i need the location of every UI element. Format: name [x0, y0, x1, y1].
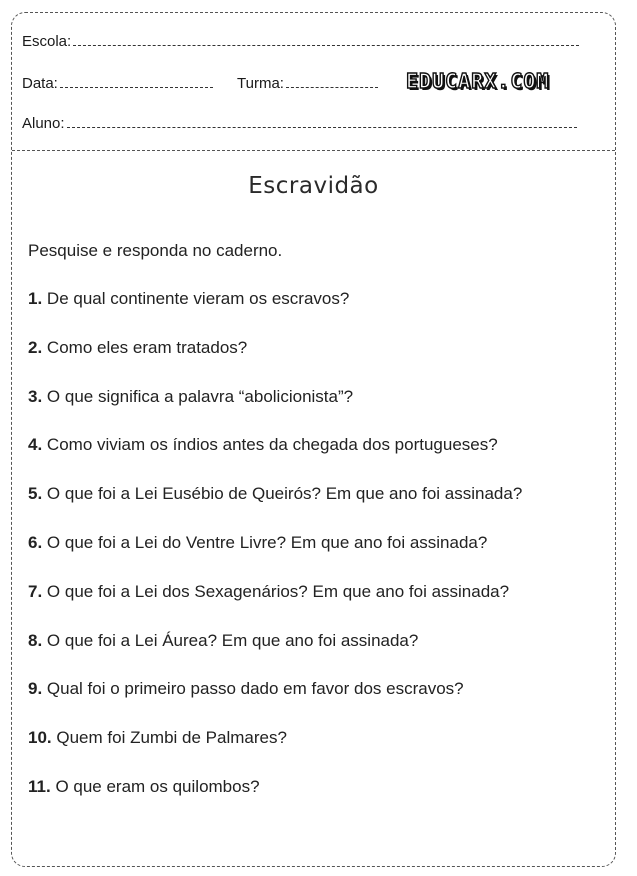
question-number: 9. — [28, 679, 43, 699]
question-number: 5. — [28, 484, 43, 504]
question-number: 6. — [28, 532, 43, 552]
question-item — [28, 338, 522, 387]
data-field — [22, 75, 213, 92]
aluno-label: Aluno: — [22, 115, 65, 132]
question-number: 1. — [28, 289, 43, 308]
question-item — [28, 484, 522, 533]
question-text: O que foi a Lei Eusébio de Queirós? Em que ano foi assinada? — [46, 484, 523, 504]
question-item — [28, 387, 522, 436]
worksheet-header — [12, 13, 615, 151]
question-text: Como eles eram tratados? — [46, 337, 248, 357]
question-number: 4. — [28, 435, 43, 455]
question-item — [28, 777, 522, 826]
question-text: Qual foi o primeiro passo dado em favor dos escravos? — [46, 679, 464, 699]
question-text: O que foi a Lei dos Sexagenários? Em que ano foi assinada? — [46, 581, 510, 601]
data-blank-line[interactable] — [60, 86, 213, 88]
aluno-field — [22, 115, 577, 132]
question-item — [28, 631, 522, 680]
question-item — [28, 533, 522, 582]
question-text: Quem foi Zumbi de Palmares? — [56, 728, 287, 748]
question-text: O que foi a Lei do Ventre Livre? Em que ano foi assinada? — [46, 532, 488, 552]
escola-label: Escola: — [22, 33, 72, 50]
question-item — [28, 679, 522, 728]
aluno-blank-line[interactable] — [67, 126, 577, 128]
question-item — [28, 289, 522, 338]
question-item — [28, 582, 522, 631]
question-item — [28, 728, 522, 777]
question-text: O que significa a palavra “abolicionista”? — [46, 386, 354, 406]
turma-field — [237, 75, 378, 92]
question-number: 10. — [28, 728, 52, 748]
question-item — [28, 435, 522, 484]
question-number: 7. — [28, 581, 43, 601]
instruction-text: Pesquise e responda no caderno. — [28, 241, 283, 260]
question-text: O que foi a Lei Áurea? Em que ano foi assinada? — [46, 630, 419, 650]
turma-blank-line[interactable] — [286, 86, 378, 88]
question-number: 11. — [28, 776, 51, 796]
escola-blank-line[interactable] — [73, 44, 579, 46]
question-text: Como viviam os índios antes da chegada dos portugueses? — [46, 435, 498, 455]
page-title: Escravidão — [248, 173, 379, 199]
question-text: De qual continente vieram os escravos? — [46, 289, 350, 308]
worksheet — [11, 12, 616, 867]
question-list — [28, 289, 522, 826]
question-number: 3. — [28, 386, 43, 406]
question-number: 8. — [28, 630, 43, 650]
question-text: O que eram os quilombos? — [55, 776, 260, 796]
escola-field — [22, 33, 579, 50]
turma-label: Turma: — [237, 75, 284, 92]
data-label: Data: — [22, 75, 58, 92]
educarx-logo: EDUCARX.COM — [406, 69, 550, 93]
question-number: 2. — [28, 337, 43, 357]
